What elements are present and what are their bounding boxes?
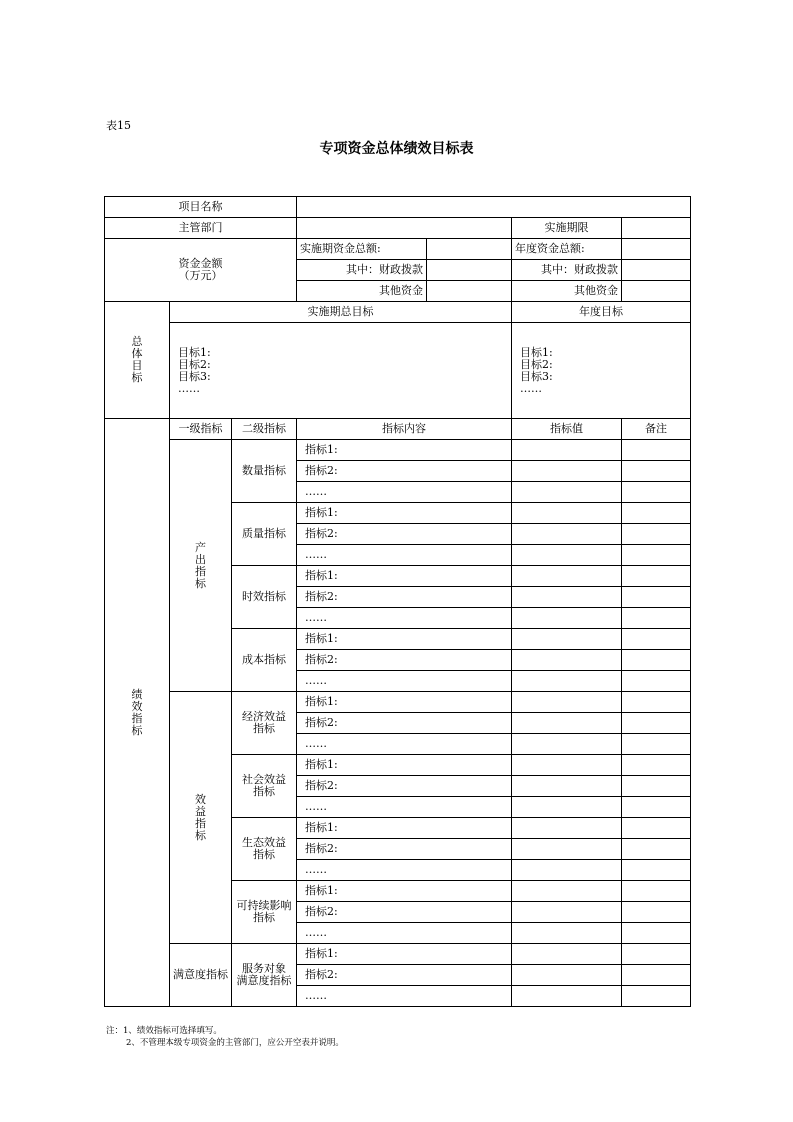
project-name-field[interactable] — [297, 197, 691, 218]
indicator-value-field[interactable] — [512, 587, 622, 608]
annual-total-field[interactable] — [622, 239, 691, 260]
timeliness-indicator — [232, 566, 297, 629]
project-name-label: 项目名称 — [105, 197, 297, 218]
label-char: 标 — [131, 371, 143, 384]
output-indicator-category — [170, 440, 232, 692]
fiscal-field[interactable] — [427, 260, 512, 281]
indicator-value-field[interactable] — [512, 440, 622, 461]
note-field[interactable] — [622, 860, 691, 881]
benefit-indicator-category — [170, 692, 232, 944]
label-char: 出 — [195, 552, 206, 566]
fiscal-label: 其中：财政拨款 — [512, 260, 622, 281]
indicator-content-field[interactable]: …… — [297, 545, 512, 566]
indicator-value-field[interactable] — [512, 944, 622, 965]
form-number: 表15 — [106, 119, 131, 132]
indicator-content-field[interactable]: 指标1: — [297, 566, 512, 587]
note-field[interactable] — [622, 629, 691, 650]
label-char: 指 — [195, 564, 206, 578]
page-title: 专项资金总体绩效目标表 — [319, 141, 474, 157]
note-field[interactable] — [622, 902, 691, 923]
note-field[interactable] — [622, 566, 691, 587]
note-field[interactable] — [622, 986, 691, 1007]
period-goal-field[interactable] — [170, 323, 512, 419]
sub-indicator-label: 经济效益 — [242, 710, 286, 723]
sub-indicator-label: 满意度指标 — [236, 974, 292, 987]
note-field[interactable] — [622, 818, 691, 839]
satisfaction-indicator-category: 满意度指标 — [170, 944, 232, 1007]
other-funds-field[interactable] — [427, 281, 512, 302]
dept-label: 主管部门 — [105, 218, 297, 239]
period-total-field[interactable] — [427, 239, 512, 260]
col-content-header: 指标内容 — [297, 419, 512, 440]
label-char: 标 — [131, 723, 143, 737]
indicator-content-field[interactable]: …… — [297, 923, 512, 944]
funds-label — [105, 239, 297, 302]
note-field[interactable] — [622, 713, 691, 734]
indicator-content-field[interactable]: 指标2: — [297, 587, 512, 608]
indicator-value-field[interactable] — [512, 797, 622, 818]
note-field[interactable] — [622, 797, 691, 818]
indicator-content-field[interactable]: 指标2: — [297, 524, 512, 545]
period-label: 实施期限 — [512, 218, 622, 239]
note-field[interactable] — [622, 440, 691, 461]
note-field[interactable] — [622, 608, 691, 629]
indicator-content-field[interactable]: 指标2: — [297, 461, 512, 482]
period-total-label: 实施期资金总额: — [297, 239, 427, 260]
goal-item: 目标1: — [520, 345, 553, 359]
indicator-value-field[interactable] — [512, 755, 622, 776]
note-field[interactable] — [622, 839, 691, 860]
indicator-value-field[interactable] — [512, 671, 622, 692]
label-char: 效 — [131, 699, 143, 713]
indicator-content-field[interactable]: 指标1: — [297, 944, 512, 965]
sub-indicator-label: 成本指标 — [242, 653, 286, 666]
performance-goal-table — [104, 196, 691, 1007]
indicator-content-field[interactable]: 指标2: — [297, 839, 512, 860]
note-field[interactable] — [622, 587, 691, 608]
other-funds-field[interactable] — [622, 281, 691, 302]
perf-indicator-label — [105, 419, 170, 1007]
indicator-content-field[interactable]: …… — [297, 608, 512, 629]
note-field[interactable] — [622, 545, 691, 566]
sub-indicator-label: 指标 — [253, 722, 275, 735]
footnote: 2、不管理本级专项资金的主管部门，应公开空表并说明。 — [126, 1038, 344, 1048]
sub-indicator-label: 质量指标 — [242, 527, 286, 540]
sub-indicator-label: 指标 — [253, 848, 275, 861]
col-value-header: 指标值 — [512, 419, 622, 440]
label-char: 体 — [131, 347, 143, 360]
note-field[interactable] — [622, 503, 691, 524]
sub-indicator-label: 社会效益 — [242, 773, 286, 786]
indicator-content-field[interactable]: …… — [297, 671, 512, 692]
footnotes — [106, 1025, 344, 1049]
economic-benefit-indicator — [232, 692, 297, 755]
quantity-indicator — [232, 440, 297, 503]
goal-item: 目标2: — [520, 357, 553, 371]
goal-item: …… — [520, 381, 542, 395]
indicator-value-field[interactable] — [512, 566, 622, 587]
annual-goal-field[interactable] — [512, 323, 691, 419]
sub-indicator-label: 服务对象 — [242, 962, 286, 975]
indicator-content-field[interactable]: …… — [297, 860, 512, 881]
note-field[interactable] — [622, 923, 691, 944]
indicator-content-field[interactable]: …… — [297, 986, 512, 1007]
fiscal-field[interactable] — [622, 260, 691, 281]
indicator-value-field[interactable] — [512, 776, 622, 797]
funds-label-line: 资金金额 — [178, 257, 223, 270]
indicator-value-field[interactable] — [512, 545, 622, 566]
indicator-value-field[interactable] — [512, 608, 622, 629]
indicator-content-field[interactable]: 指标2: — [297, 650, 512, 671]
overall-goal-label — [105, 302, 170, 419]
social-benefit-indicator — [232, 755, 297, 818]
indicator-content-field[interactable]: 指标1: — [297, 629, 512, 650]
period-field[interactable] — [622, 218, 691, 239]
sub-indicator-label: 可持续影响 — [236, 899, 292, 912]
indicator-content-field[interactable]: 指标1: — [297, 818, 512, 839]
col-level2-header: 二级指标 — [232, 419, 297, 440]
goal-item: …… — [178, 381, 200, 395]
note-field[interactable] — [622, 734, 691, 755]
indicator-value-field[interactable] — [512, 881, 622, 902]
indicator-value-field[interactable] — [512, 650, 622, 671]
indicator-value-field[interactable] — [512, 986, 622, 1007]
label-char: 标 — [195, 576, 206, 590]
service-satisfaction-indicator — [232, 944, 297, 1007]
indicator-content-field[interactable]: …… — [297, 734, 512, 755]
indicator-value-field[interactable] — [512, 923, 622, 944]
indicator-value-field[interactable] — [512, 524, 622, 545]
sub-indicator-label: 生态效益 — [242, 836, 286, 849]
note-field[interactable] — [622, 461, 691, 482]
other-funds-label: 其他资金 — [297, 281, 427, 302]
note-field[interactable] — [622, 692, 691, 713]
indicator-content-field[interactable]: 指标1: — [297, 755, 512, 776]
other-funds-label: 其他资金 — [512, 281, 622, 302]
indicator-content-field[interactable]: 指标1: — [297, 440, 512, 461]
note-field[interactable] — [622, 965, 691, 986]
indicator-content-field[interactable]: 指标1: — [297, 692, 512, 713]
indicator-value-field[interactable] — [512, 965, 622, 986]
indicator-content-field[interactable]: 指标2: — [297, 713, 512, 734]
indicator-content-field[interactable]: 指标2: — [297, 776, 512, 797]
label-char: 目 — [131, 359, 143, 372]
indicator-content-field[interactable]: 指标2: — [297, 965, 512, 986]
col-note-header: 备注 — [622, 419, 691, 440]
indicator-value-field[interactable] — [512, 734, 622, 755]
label-char: 益 — [195, 804, 206, 818]
goal-item: 目标3: — [520, 369, 553, 383]
col-level1-header: 一级指标 — [170, 419, 232, 440]
label-char: 总 — [131, 335, 143, 348]
indicator-value-field[interactable] — [512, 629, 622, 650]
indicator-value-field[interactable] — [512, 503, 622, 524]
goal-item: 目标2: — [178, 357, 211, 371]
note-field[interactable] — [622, 944, 691, 965]
funds-label-line: （万元） — [178, 269, 223, 282]
ecological-benefit-indicator — [232, 818, 297, 881]
indicator-value-field[interactable] — [512, 860, 622, 881]
goal-item: 目标1: — [178, 345, 211, 359]
indicator-content-field[interactable]: …… — [297, 482, 512, 503]
indicator-content-field[interactable]: 指标1: — [297, 881, 512, 902]
indicator-value-field[interactable] — [512, 692, 622, 713]
annual-goal-header: 年度目标 — [512, 302, 691, 323]
indicator-value-field[interactable] — [512, 713, 622, 734]
indicator-value-field[interactable] — [512, 818, 622, 839]
label-char: 指 — [131, 711, 143, 725]
note-field[interactable] — [622, 671, 691, 692]
goal-item: 目标3: — [178, 369, 211, 383]
indicator-content-field[interactable]: 指标1: — [297, 503, 512, 524]
indicator-content-field[interactable]: 指标2: — [297, 902, 512, 923]
label-char: 指 — [195, 816, 206, 830]
footnote: 注：1、绩效指标可选择填写。 — [106, 1026, 222, 1036]
indicator-value-field[interactable] — [512, 482, 622, 503]
note-field[interactable] — [622, 881, 691, 902]
fiscal-label: 其中：财政拨款 — [297, 260, 427, 281]
sub-indicator-label: 指标 — [253, 911, 275, 924]
dept-field[interactable] — [297, 218, 512, 239]
quality-indicator — [232, 503, 297, 566]
annual-total-label: 年度资金总额: — [512, 239, 622, 260]
label-char: 绩 — [131, 687, 143, 701]
label-char: 标 — [195, 828, 206, 842]
sub-indicator-label: 时效指标 — [242, 590, 286, 603]
label-char: 效 — [195, 792, 206, 806]
sub-indicator-label: 数量指标 — [242, 464, 286, 477]
period-goal-header: 实施期总目标 — [170, 302, 512, 323]
indicator-value-field[interactable] — [512, 902, 622, 923]
indicator-value-field[interactable] — [512, 839, 622, 860]
note-field[interactable] — [622, 482, 691, 503]
indicator-value-field[interactable] — [512, 461, 622, 482]
note-field[interactable] — [622, 755, 691, 776]
indicator-content-field[interactable]: …… — [297, 797, 512, 818]
note-field[interactable] — [622, 776, 691, 797]
table-body — [105, 197, 691, 1007]
sustainable-impact-indicator — [232, 881, 297, 944]
sub-indicator-label: 指标 — [253, 785, 275, 798]
cost-indicator — [232, 629, 297, 692]
note-field[interactable] — [622, 650, 691, 671]
label-char: 产 — [195, 540, 206, 554]
note-field[interactable] — [622, 524, 691, 545]
